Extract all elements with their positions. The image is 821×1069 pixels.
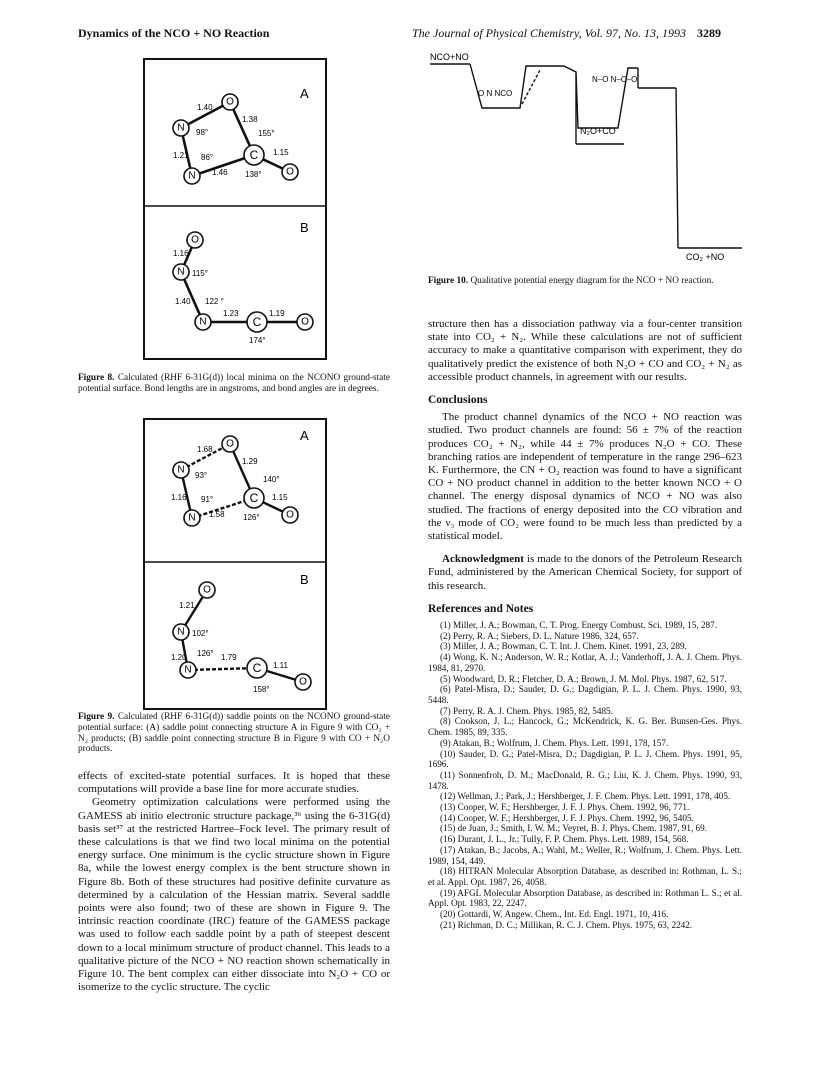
fig9-label-a: A (300, 428, 309, 443)
figure-10-caption: Figure 10. Qualitative potential energy diagram for the NCO + NO reaction. (428, 276, 714, 286)
svg-text:N: N (177, 122, 185, 134)
reference: (17) Atakan, B.; Jacobs, A.; Wahl, M.; Weller, R.; Wolfrum, J. Chem. Phys. Lett. 1989, 154, 449. (428, 844, 742, 866)
reference: (14) Cooper, W. F.; Hershberger, J. F. J. Phys. Chem. 1992, 96, 5405. (440, 812, 694, 823)
paragraph: effects of excited-state potential surfaces. It is hoped that these computations will provide a base line for more accurate studies. (78, 770, 390, 796)
angle-label: 155° (258, 129, 275, 138)
svg-text:N: N (177, 266, 185, 278)
angle-label: 98° (196, 128, 209, 137)
angle-label: 138° (245, 170, 262, 179)
reference: (4) Wong, K. N.; Anderson, W. R.; Kotlar, A. J.; Vanderhoff, J. A. J. Chem. Phys. 1984, 81, 2970. (428, 652, 742, 673)
svg-text:N: N (184, 664, 192, 676)
bond-label: 1.46 (212, 168, 228, 177)
svg-text:O: O (301, 316, 309, 328)
svg-text:O: O (286, 166, 294, 178)
figure-8-drawing (145, 60, 325, 358)
fig10-label-start: NCO+NO (430, 52, 469, 62)
angle-label: 93° (195, 471, 208, 480)
reference: (6) Patel-Misra, D.; Sauder, D. G.; Dagdigian, P. L. J. Chem. Phys. 1990, 93, 5448. (428, 684, 742, 705)
fig8-label-b: B (300, 220, 309, 235)
angle-label: 174° (249, 336, 266, 345)
reference: (5) Woodward, D. R.; Fletcher, D. A.; Brown, J. M. Mol. Phys. 1987, 62, 517. (440, 673, 727, 684)
journal-name: The Journal of Physical Chemistry, Vol. 97, No. 13, 1993 (412, 26, 686, 40)
svg-text:N: N (199, 316, 207, 328)
acknowledgment: Acknowledgment is made to the donors of the Petroleum Research Fund, administered by the American Chemical Society, for support of this research. (428, 553, 743, 592)
reference: (7) Perry, R. A. J. Chem. Phys. 1985, 82, 5485. (440, 705, 613, 716)
bond-label: 1.15 (272, 493, 288, 502)
fig10-label-ring: N–O N–C–O (592, 75, 638, 84)
reference: (3) Miller, J. A.; Bowman, C. T. Int. J. Chem. Kinet. 1991, 23, 289. (440, 641, 687, 652)
reference: (19) AFGL Molecular Absorption Database, as described in: Rothman L. S.; et al. Appl. Opt. 1983, 22, 2247. (428, 887, 742, 909)
fig9-label-b: B (300, 572, 309, 587)
angle-label: 115° (192, 269, 208, 278)
bond-label: 1.23 (223, 309, 239, 318)
reference: (12) Wellman, J.; Park, J.; Hershberger, J. F. Chem. Phys. Lett. 1991, 178, 405. (440, 791, 731, 802)
bond-label: 1.15 (273, 148, 289, 157)
angle-label: 140° (263, 475, 280, 484)
angle-label: 126° (197, 649, 214, 658)
bond-label: 1.20 (171, 653, 187, 662)
svg-text:O: O (203, 584, 211, 596)
angle-label: 122 ° (205, 297, 224, 306)
bond-label: 1.68 (197, 445, 213, 454)
reference: (9) Atakan, B.; Wolfrum, J. Chem. Phys. Lett. 1991, 178, 157. (440, 737, 669, 748)
svg-text:N: N (177, 464, 185, 476)
svg-text:O: O (286, 509, 294, 521)
angle-label: 86° (201, 153, 214, 162)
reference: (10) Sauder, D. G.; Patel-Misra, D.; Dagdigian, P. L. J. Chem. Phys. 1991, 95, 1696. (428, 748, 742, 770)
bond-label: 1.40 (175, 297, 191, 306)
bond-label: 1.58 (209, 510, 225, 519)
reference: (8) Cookson, J. L.; Hancock, G.; McKendrick, K. G. Ber. Bunsen-Ges. Phys. Chem. 1985, 89, 335. (428, 716, 742, 738)
figure-9-caption: Figure 9. Calculated (RHF 6-31G(d)) saddle points on the NCONO ground-state potential surface: (A) saddle point connecting structure A in Figure 9 with CO₂ + N₂ products; (B) saddle point connecting structure B in Figure 9 with CO + N₂O products. (78, 712, 390, 755)
page-number: 3289 (697, 26, 721, 40)
figure-9-drawing (145, 420, 325, 708)
bond-label: 1.21 (173, 151, 189, 160)
reference: (1) Miller, J. A.; Bowman, C. T. Prog. Energy Combust. Sci. 1989, 15, 287. (440, 620, 718, 631)
svg-text:O: O (226, 438, 234, 450)
paragraph: structure then has a dissociation pathway via a four-center transition state into CO₂ + N₂. While these calculations are not of sufficient accuracy to make a quantitative comparison with experiment, they do qualitatively predict the existence of both N₂O + CO and CO₂ + N₂ as accessible product channels, in agreement with our results. (428, 318, 742, 383)
reference: (2) Perry, R. A.; Siebers, D. L. Nature 1986, 324, 657. (440, 630, 639, 641)
left-body-text (78, 770, 390, 994)
figure-8 (143, 58, 327, 360)
svg-text:C: C (249, 491, 259, 505)
journal-citation (412, 26, 721, 41)
svg-text:N: N (188, 512, 196, 524)
bond-label: 1.11 (273, 661, 288, 670)
fig8-label-a: A (300, 86, 309, 101)
angle-label: 126° (243, 513, 260, 522)
svg-text:O: O (299, 676, 307, 688)
reference: (18) HITRAN Molecular Absorption Database, as described in: Rothman, L. S.; et al. Appl. Opt. 1987, 26, 4058. (428, 866, 742, 887)
paragraph: Geometry optimization calculations were performed using the GAMESS ab initio electronic structure package,³⁶ using the 6-31G(d) basis set³⁷ at the restricted Hartree–Fock level. The primary result of these calculations is that we find two local minima on the potential energy surface. One minimum is the cyclic structure shown in Figure 8a, while the lowest energy complex is the bent structure shown in Figure 8b. Both of these structures had positive definite curvature as determined by a calculation of the Hessian matrix. Several saddle points were also found; two of these are shown in Figure 9. The intrinsic reaction coordinate (IRC) feature of the GAMESS package was used to follow each saddle point by a path of steepest descent down to a local minimum structure of product channel. This leads to a qualitative picture of the NCO + NO reaction shown schematically in Figure 10. The bent complex can either dissociate into N₂O + CO or isomerize to the cyclic structure. The cyclic (78, 796, 390, 994)
angle-label: 102° (192, 629, 209, 638)
fig10-label-onno: O N NCO (478, 89, 513, 98)
svg-text:C: C (252, 661, 262, 675)
bond-label: 1.16 (173, 249, 189, 258)
svg-text:C: C (252, 315, 262, 329)
svg-text:N: N (188, 170, 196, 182)
reference: (20) Gottardi, W. Angew. Chem., Int. Ed. Engl. 1971, 10, 416. (440, 909, 669, 920)
fig10-label-co2: CO₂ +NO (686, 252, 725, 262)
figure-10-drawing (428, 48, 744, 270)
svg-text:O: O (191, 234, 199, 246)
figure-9 (143, 418, 327, 710)
figure-8-caption: Figure 8. Calculated (RHF 6-31G(d)) local minima on the NCONO ground-state potential surface. Bond lengths are in angstroms, and bond angles are in degrees. (78, 373, 390, 394)
reference-list (428, 620, 742, 930)
angle-label: 158° (253, 685, 270, 694)
bond-label: 1.40 (197, 103, 213, 112)
bond-label: 1.19 (269, 309, 285, 318)
svg-text:O: O (226, 96, 234, 108)
reference: (16) Durant, J. L., Jr.; Tully, F. P. Chem. Phys. Lett. 1989, 154, 568. (440, 834, 689, 845)
right-body-text (428, 318, 742, 930)
section-heading: Conclusions (428, 394, 488, 407)
fig10-label-n2o: N₂O+CO (580, 126, 616, 136)
svg-text:N: N (177, 626, 185, 638)
running-title: Dynamics of the NCO + NO Reaction (78, 26, 270, 40)
bond-label: 1.38 (242, 115, 258, 124)
reference: (13) Cooper, W. F.; Hershberger, J. F. J. Phys. Chem. 1992, 96, 771. (440, 802, 690, 813)
bond-label: 1.79 (221, 653, 237, 662)
bond-label: 1.16 (171, 493, 187, 502)
angle-label: 91° (201, 495, 214, 504)
bond-label: 1.29 (242, 457, 258, 466)
paragraph: The product channel dynamics of the NCO + NO reaction was studied. Two product channels are found: 56 ± 7% of the reaction produces CO₂ + N₂, while 44 ± 7% produces N₂O + CO. These branching ratios are independent of temperature in the range 296–623 K. Furthermore, the CN + O₂ reaction was found to have a significant CO + NO product channel in addition to the better known NCO + O channel. The energy disposal dynamics of NCO + NO was also studied. The fractions of energy deposited into the CO vibration and the ν₃ mode of CO₂ were found to be much less than predicted by a statistical model. (428, 411, 742, 543)
bond-label: 1.21 (179, 601, 195, 610)
reference: (21) Richman, D. C.; Millikan, R. C. J. Chem. Phys. 1975, 63, 2242. (440, 919, 693, 930)
svg-text:C: C (249, 148, 259, 162)
reference: (15) de Juan, J.; Smith, I. W. M.; Veyret, B. J. Phys. Chem. 1987, 91, 69. (440, 823, 708, 834)
figure-10 (428, 48, 744, 270)
reference: (11) Sonnenfroh, D. M.; MacDonald, R. G.; Liu, K. J. Chem. Phys. 1990, 93, 1478. (428, 769, 742, 791)
section-heading: References and Notes (428, 602, 534, 615)
